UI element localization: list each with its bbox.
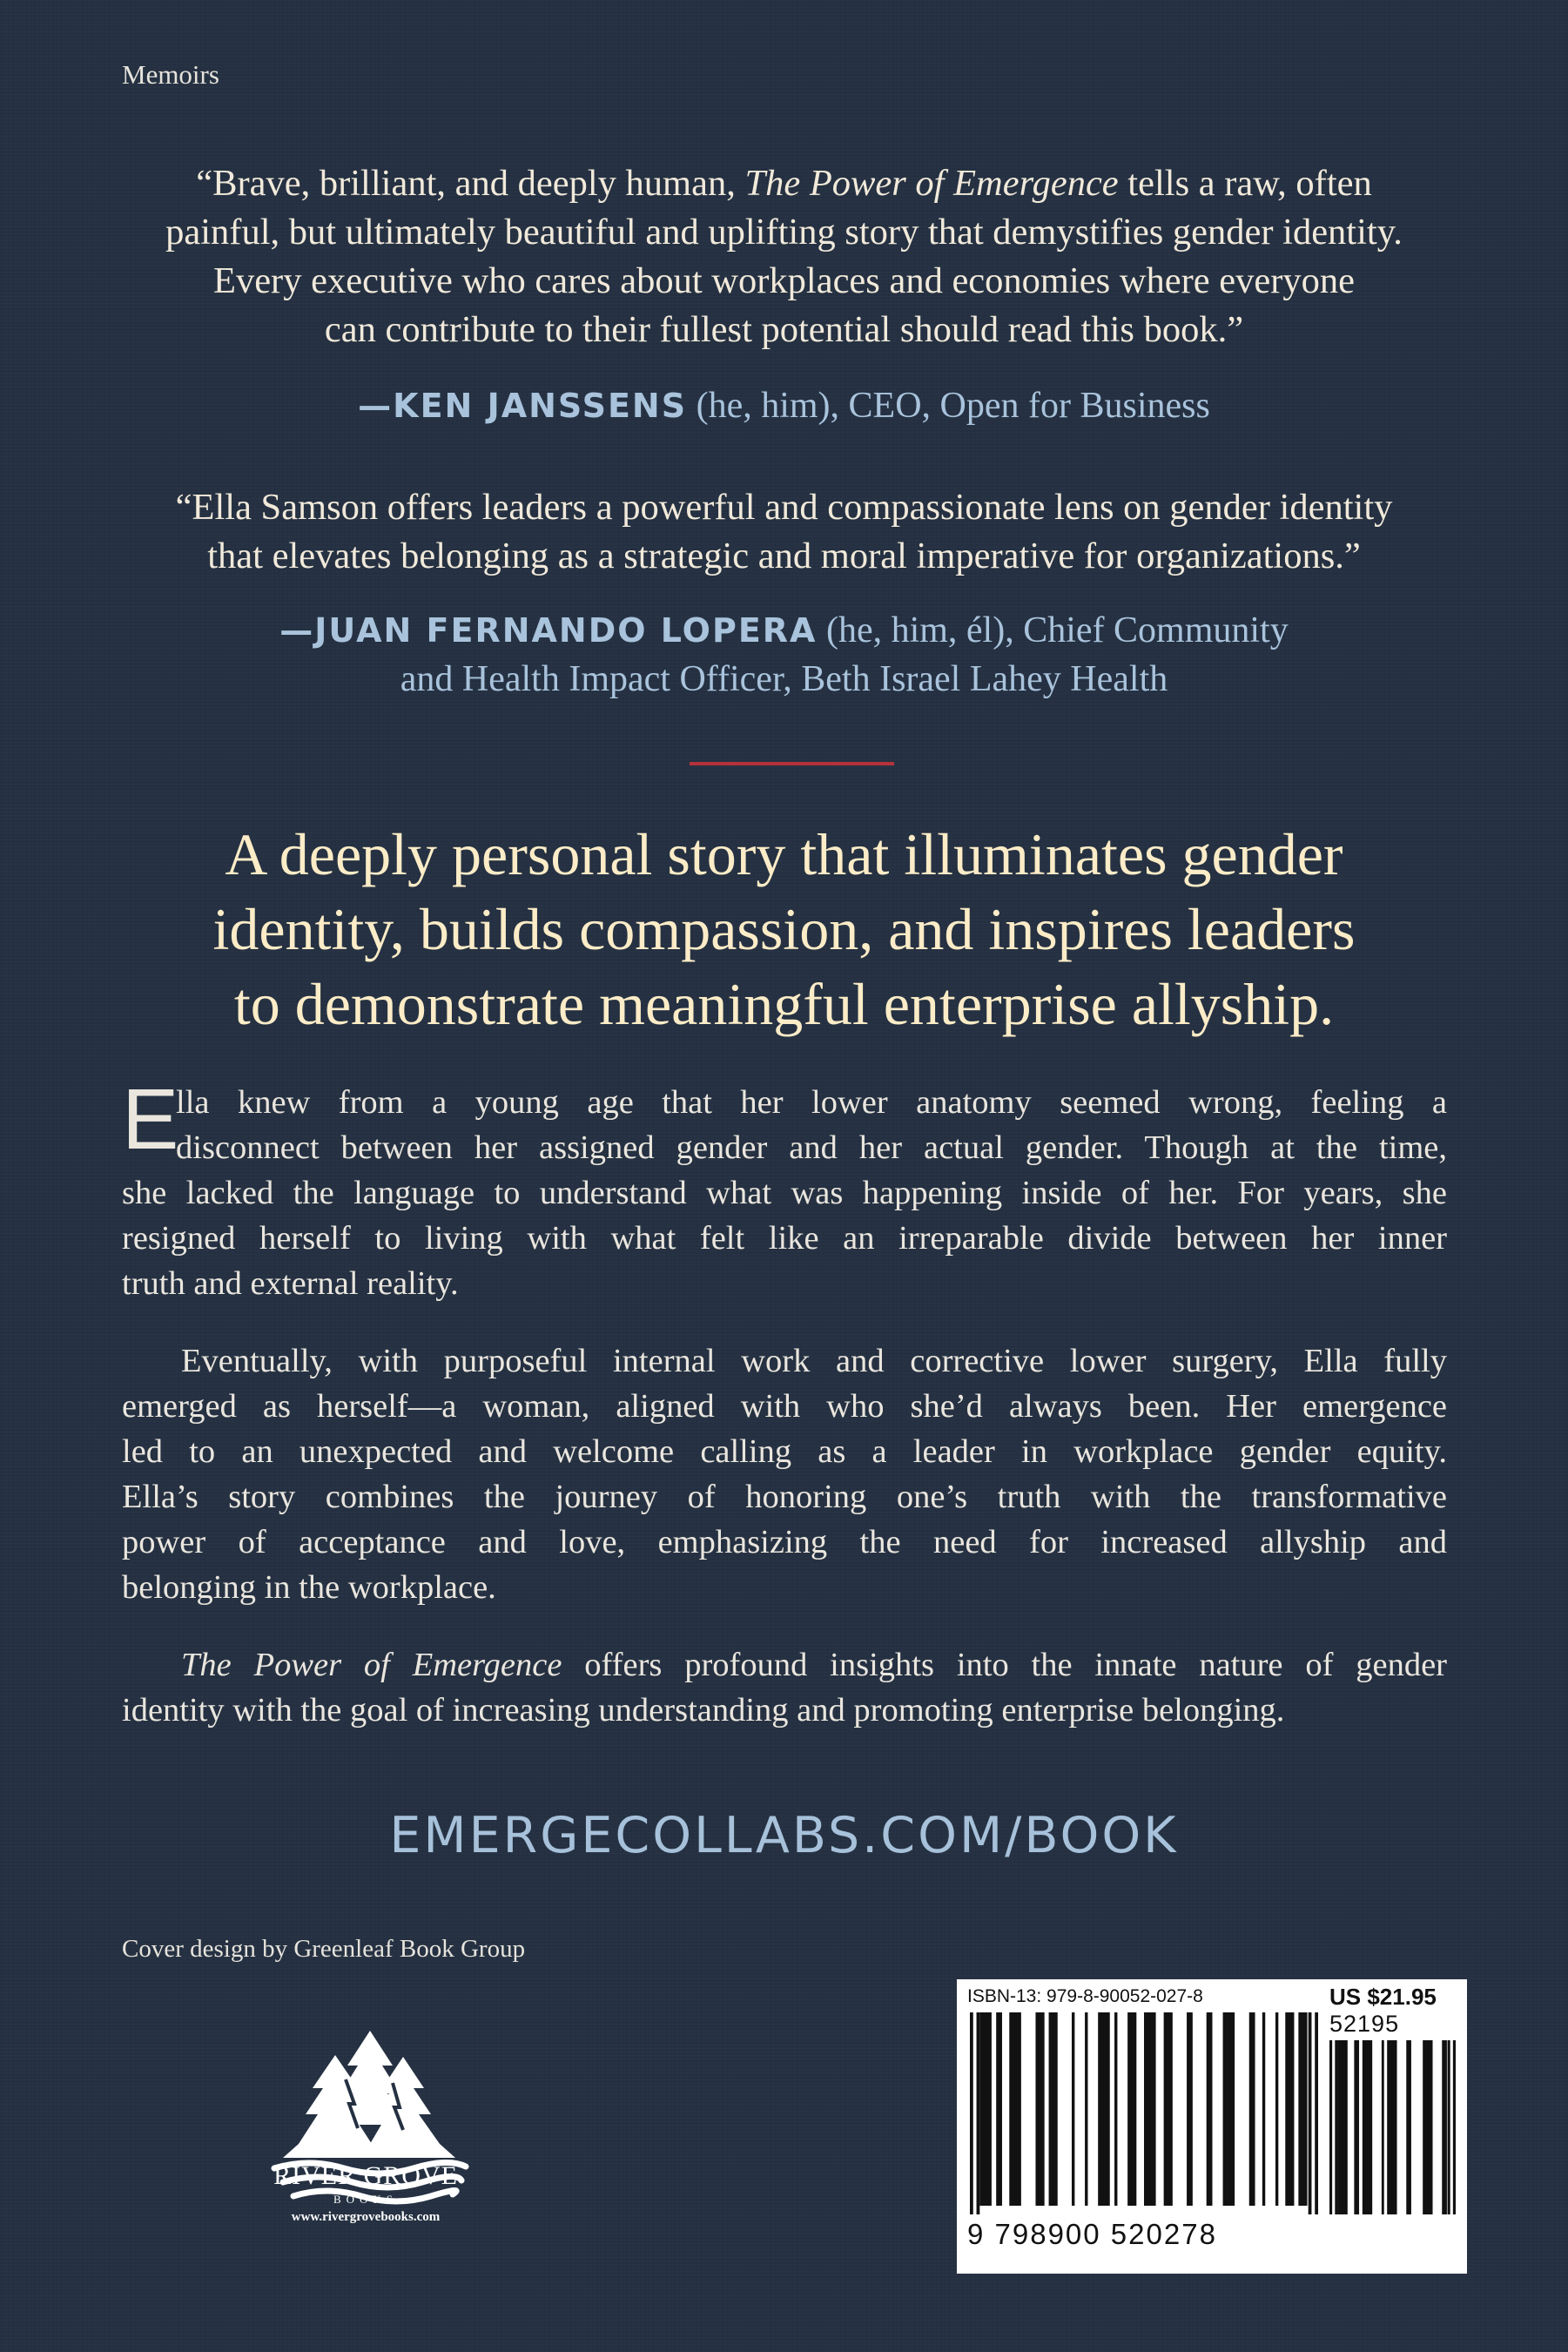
- barcode-bar: [1085, 2012, 1087, 2206]
- barcode-bar: [1309, 2012, 1312, 2214]
- body-line: led to an unexpected and welcome calling as a leader in workplace gender equity.: [122, 1433, 1447, 1470]
- blurb-quote-line: “Brave, brilliant, and deeply human, The Power of Emergence tells a raw, often: [196, 163, 1372, 204]
- attribution-name: —JUAN FERNANDO LOPERA: [279, 611, 818, 650]
- body-line: belonging in the workplace.: [122, 1569, 496, 1606]
- body-line: she lacked the language to understand what was happening inside of her. For years, she: [122, 1175, 1447, 1211]
- addon-barcode: [1329, 2040, 1456, 2241]
- price-label: US $21.95: [1329, 1984, 1437, 2010]
- body-line: power of acceptance and love, emphasizing the need for increased allyship and: [122, 1524, 1447, 1560]
- barcode-bar: [1406, 2040, 1411, 2214]
- barcode-bar: [1337, 2040, 1347, 2214]
- barcode-bar: [1315, 2012, 1318, 2214]
- headline: [0, 817, 1568, 1041]
- body-line: Ella’s story combines the journey of honoring one’s truth with the transformative: [122, 1479, 1447, 1515]
- barcode-bar: [1098, 2012, 1110, 2206]
- headline-line: identity, builds compassion, and inspires leaders: [212, 896, 1356, 962]
- barcode-bar: [1382, 2040, 1384, 2214]
- attribution-title: (he, him, él), Chief Community: [817, 610, 1289, 650]
- body-paragraph-3: [122, 1642, 1447, 1733]
- barcode-bar: [1448, 2040, 1450, 2214]
- barcode-bar: [1387, 2040, 1396, 2214]
- barcode-bar: [1207, 2012, 1213, 2206]
- publisher-subname: BOOKS: [333, 2193, 399, 2206]
- barcode-bar: [996, 2012, 1002, 2206]
- attribution-name: —KEN JANSSENS: [358, 387, 688, 425]
- barcode-bar: [1009, 2012, 1021, 2206]
- category-label: Memoirs: [122, 59, 219, 90]
- publisher-name: RIVER GROVE: [273, 2161, 458, 2190]
- headline-line: to demonstrate meaningful enterprise allyship.: [233, 971, 1335, 1037]
- blurb-quote-line: “Ella Samson offers leaders a powerful and compassionate lens on gender identity: [175, 487, 1393, 528]
- body-line: truth and external reality.: [122, 1265, 459, 1302]
- headline-line: A deeply personal story that illuminates gender: [225, 821, 1343, 887]
- body-line: lla knew from a young age that her lower anatomy seemed wrong, feeling a: [176, 1084, 1447, 1121]
- barcode-bar: [1453, 2040, 1456, 2214]
- barcode-bar: [1423, 2040, 1432, 2214]
- blurb-quote-1: [0, 159, 1568, 354]
- barcode-bar: [1049, 2012, 1058, 2206]
- barcode-bar: [1223, 2012, 1235, 2206]
- body-line: The Power of Emergence offers profound insights into the innate nature of gender: [181, 1647, 1447, 1683]
- barcode-bar: [1035, 2012, 1044, 2206]
- trees-and-waves-logo-icon: [222, 2027, 509, 2271]
- barcode-bar: [1329, 2040, 1332, 2214]
- body-line: Eventually, with purposeful internal work and corrective lower surgery, Ella fully: [181, 1343, 1447, 1379]
- price-code: 52195: [1329, 2011, 1400, 2037]
- barcode-bar: [1275, 2012, 1278, 2206]
- barcode-bar: [1249, 2012, 1255, 2206]
- body-line: identity with the goal of increasing understanding and promoting enterprise belonging.: [122, 1692, 1285, 1729]
- blurb-quote-line: that elevates belonging as a strategic and moral imperative for organizations.”: [207, 536, 1361, 576]
- ean-barcode: [970, 2012, 1318, 2221]
- ean-digits: 9 798900 520278: [967, 2218, 1217, 2250]
- book-title: The Power of Emergence: [744, 163, 1119, 204]
- barcode-bar: [1442, 2040, 1447, 2214]
- attribution-title: (he, him), CEO, Open for Business: [687, 386, 1210, 426]
- blurb-attribution-2: [0, 606, 1568, 704]
- body-line: resigned herself to living with what felt like an irreparable divide between her inner: [122, 1220, 1447, 1257]
- barcode-bar: [1114, 2012, 1117, 2206]
- barcode-bar: [1187, 2012, 1193, 2206]
- body-paragraph-1: [122, 1080, 1447, 1306]
- blurb-quote-line: painful, but ultimately beautiful and uplifting story that demystifies gender identity.: [165, 212, 1403, 253]
- barcode-bar: [1285, 2012, 1294, 2206]
- body-paragraph-2: [122, 1338, 1447, 1610]
- barcode-bar: [1164, 2012, 1173, 2206]
- barcode-bar: [1335, 2040, 1337, 2214]
- barcode-bar: [1072, 2012, 1074, 2206]
- barcode-bar: [1127, 2012, 1136, 2206]
- barcode-bar: [1144, 2012, 1156, 2206]
- body-line: disconnect between her assigned gender and her actual gender. Though at the time,: [176, 1129, 1447, 1166]
- barcode-bar: [1354, 2040, 1359, 2214]
- barcode-bar: [979, 2012, 992, 2206]
- body-line: emerged as herself—a woman, aligned with who she’d always been. Her emergence: [122, 1388, 1447, 1425]
- barcode-bar: [977, 2012, 980, 2214]
- attribution-title: and Health Impact Officer, Beth Israel Lahey Health: [400, 659, 1168, 699]
- isbn-label: ISBN-13: 979-8-90052-027-8: [967, 1986, 1203, 2006]
- blurb-quote-2: [0, 483, 1568, 581]
- blurb-quote-line: Every executive who cares about workplaces and economies where everyone: [212, 260, 1356, 301]
- cover-credit: Cover design by Greenleaf Book Group: [122, 1935, 526, 1963]
- barcode-bar: [1363, 2040, 1372, 2214]
- section-divider: [690, 762, 894, 765]
- blurb-quote-line: can contribute to their fullest potential should read this book.”: [324, 309, 1244, 350]
- website-link[interactable]: EMERGECOLLABS.COM/BOOK: [389, 1807, 1179, 1864]
- publisher-url[interactable]: www.rivergrovebooks.com: [291, 2210, 441, 2224]
- barcode-bar: [970, 2012, 973, 2214]
- drop-cap: E: [122, 1071, 179, 1167]
- barcode-panel: [957, 1979, 1467, 2274]
- blurb-attribution-1: [0, 381, 1568, 430]
- book-title: The Power of Emergence: [181, 1647, 562, 1683]
- barcode-bar: [1298, 2012, 1307, 2206]
- barcode-bar: [1262, 2012, 1265, 2206]
